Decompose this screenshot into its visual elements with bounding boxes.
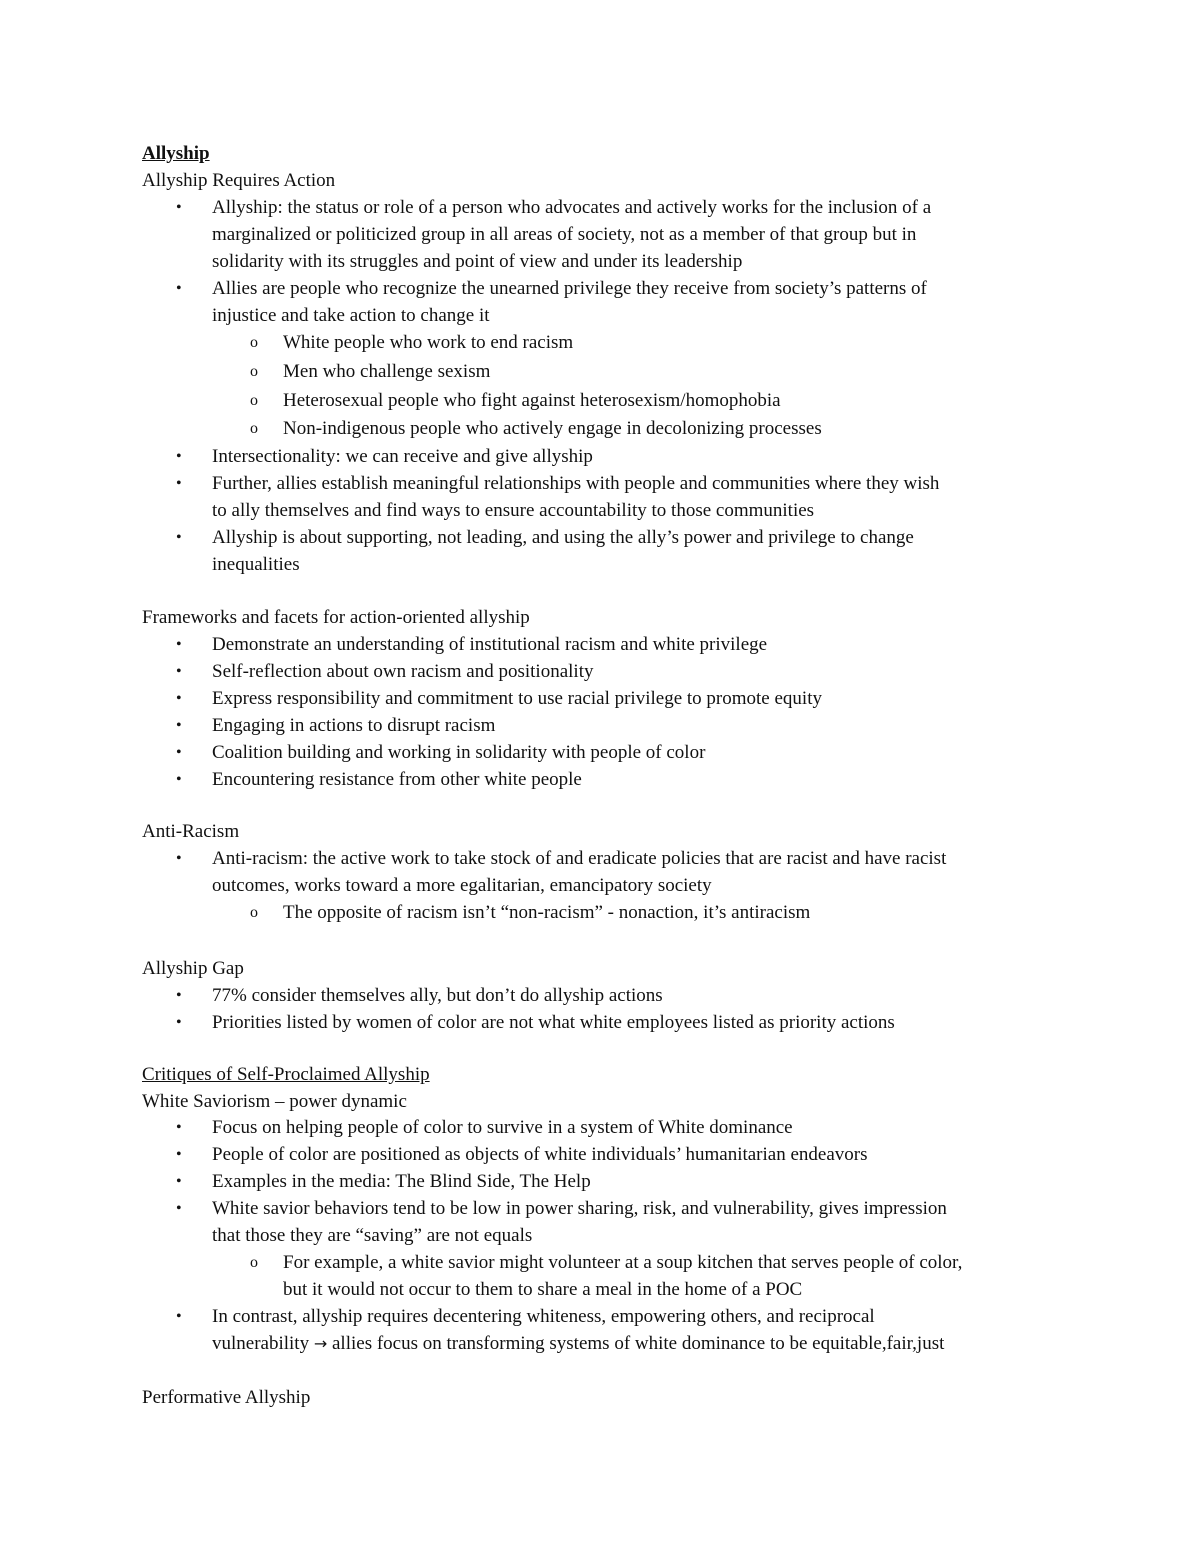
bullet-icon: • [176, 529, 182, 546]
sub-bullet-icon: o [250, 334, 258, 351]
bullet-icon: • [176, 1200, 182, 1217]
list-item-text [212, 1331, 944, 1357]
sub-list-item-text: White people who work to end racism [283, 332, 574, 353]
list-item-text: Priorities listed by women of color are not what white employees listed as priority actions [212, 1012, 895, 1033]
list-item-text: inequalities [212, 554, 300, 575]
list-item-text: to ally themselves and find ways to ensure accountability to those communities [212, 500, 815, 521]
section-heading: Performative Allyship [142, 1387, 311, 1408]
list-item-text: Examples in the media: The Blind Side, The Help [212, 1171, 591, 1192]
list-item-text-part: vulnerability [212, 1333, 310, 1354]
list-item-text: outcomes, works toward a more egalitarian, emancipatory society [212, 875, 712, 896]
sub-bullet-icon: o [250, 1254, 258, 1271]
sub-bullet-icon: o [250, 363, 258, 380]
bullet-icon: • [176, 1173, 182, 1190]
bullet-icon: • [176, 1146, 182, 1163]
sub-list-item-text: but it would not occur to them to share a meal in the home of a POC [283, 1279, 803, 1300]
sub-bullet-icon: o [250, 420, 258, 437]
document-title: Allyship [142, 143, 210, 164]
list-item-text: Allies are people who recognize the unearned privilege they receive from society’s patterns of [212, 278, 927, 299]
sub-bullet-icon: o [250, 904, 258, 921]
bullet-icon: • [176, 771, 182, 788]
list-item-text: marginalized or politicized group in all areas of society, not as a member of that group but in [212, 224, 917, 245]
arrow-right-icon: → [313, 1334, 328, 1353]
list-item-text: Further, allies establish meaningful relationships with people and communities where they wish [212, 473, 940, 494]
list-item-text: Allyship is about supporting, not leading, and using the ally’s power and privilege to change [212, 527, 914, 548]
bullet-icon: • [176, 717, 182, 734]
bullet-icon: • [176, 744, 182, 761]
list-item-text: People of color are positioned as objects of white individuals’ humanitarian endeavors [212, 1144, 868, 1165]
list-item-text: Encountering resistance from other white people [212, 769, 582, 790]
section-heading-underlined: Critiques of Self-Proclaimed Allyship [142, 1064, 430, 1085]
section-heading: Anti-Racism [142, 821, 240, 842]
bullet-icon: • [176, 987, 182, 1004]
list-item-text: White savior behaviors tend to be low in power sharing, risk, and vulnerability, gives impression [212, 1198, 947, 1219]
sub-list-item-text: Heterosexual people who fight against heterosexism/homophobia [283, 390, 781, 411]
list-item-text: In contrast, allyship requires decentering whiteness, empowering others, and reciprocal [212, 1306, 875, 1327]
bullet-icon: • [176, 636, 182, 653]
sub-list-item-text: The opposite of racism isn’t “non-racism” - nonaction, it’s antiracism [283, 902, 811, 923]
section-heading: Frameworks and facets for action-oriented allyship [142, 607, 530, 628]
list-item-text: solidarity with its struggles and point of view and under its leadership [212, 251, 743, 272]
sub-list-item-text: Men who challenge sexism [283, 361, 491, 382]
list-item-text: Coalition building and working in solidarity with people of color [212, 742, 706, 763]
list-item-text: Anti-racism: the active work to take stock of and eradicate policies that are racist and have racist [212, 848, 947, 869]
section-heading: Allyship Gap [142, 958, 244, 979]
bullet-icon: • [176, 1014, 182, 1031]
bullet-icon: • [176, 199, 182, 216]
bullet-icon: • [176, 690, 182, 707]
list-item-text: Intersectionality: we can receive and give allyship [212, 446, 593, 467]
bullet-icon: • [176, 1308, 182, 1325]
list-item-text: Allyship: the status or role of a person who advocates and actively works for the inclusion of a [212, 197, 932, 218]
list-item-text: injustice and take action to change it [212, 305, 490, 326]
list-item-text: Engaging in actions to disrupt racism [212, 715, 496, 736]
list-item-text: Demonstrate an understanding of institutional racism and white privilege [212, 634, 768, 655]
bullet-icon: • [176, 663, 182, 680]
section-heading: Allyship Requires Action [142, 170, 336, 191]
list-item-text: that those they are “saving” are not equals [212, 1225, 533, 1246]
bullet-icon: • [176, 475, 182, 492]
list-item-text: Focus on helping people of color to survive in a system of White dominance [212, 1117, 793, 1138]
bullet-icon: • [176, 280, 182, 297]
sub-bullet-icon: o [250, 392, 258, 409]
list-item-text: 77% consider themselves ally, but don’t do allyship actions [212, 985, 663, 1006]
list-item-text: Express responsibility and commitment to use racial privilege to promote equity [212, 688, 822, 709]
sub-heading: White Saviorism – power dynamic [142, 1091, 407, 1112]
bullet-icon: • [176, 1119, 182, 1136]
list-item-text-part: allies focus on transforming systems of white dominance to be equitable,fair,just [332, 1333, 945, 1354]
sub-list-item-text: For example, a white savior might volunteer at a soup kitchen that serves people of color, [283, 1252, 963, 1273]
bullet-icon: • [176, 850, 182, 867]
sub-list-item-text: Non-indigenous people who actively engage in decolonizing processes [283, 418, 822, 439]
list-item-text: Self-reflection about own racism and positionality [212, 661, 594, 682]
bullet-icon: • [176, 448, 182, 465]
